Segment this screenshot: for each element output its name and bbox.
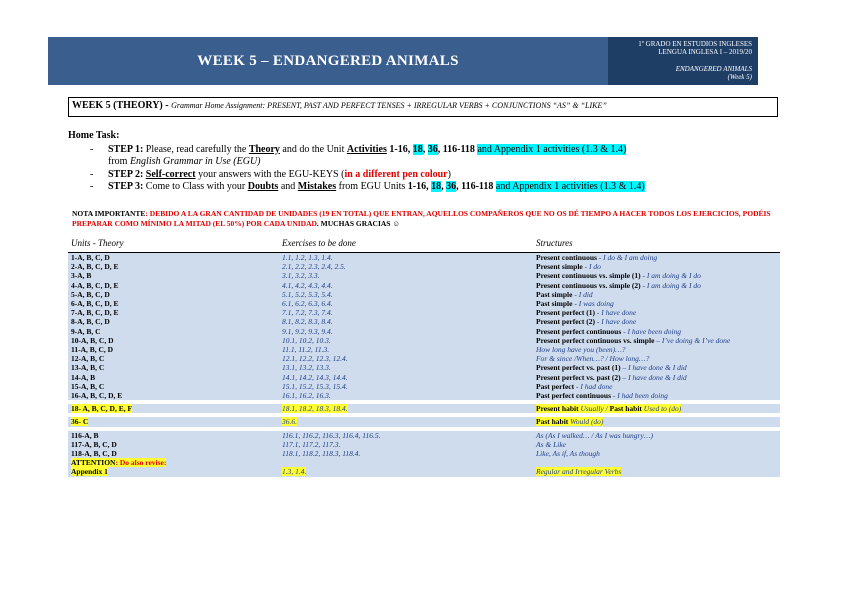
step-3	[90, 181, 788, 194]
structure-name: Present continuous vs. simple (2)	[536, 280, 641, 290]
units-list	[68, 253, 279, 401]
structure-name: Past habit	[609, 404, 642, 414]
step-3-label: STEP 3:	[108, 181, 144, 192]
structure-example: - I have done	[595, 308, 637, 318]
attention-line	[71, 458, 276, 467]
unit-item: 18- A, B, C, D, E, F	[71, 404, 133, 414]
unit-item: 1-A, B, C, D	[71, 253, 110, 262]
structure-example: For & since /When…? / How long…?	[536, 354, 650, 364]
note-red-text: : DEBIDO A LA GRAN CANTIDAD DE UNIDADES (19 EN TOTAL) QUE ENTRAN, AQUELLOS COMPAÑEROS QUE NO OS DÉ TIEMPO A HACER TODOS LOS EJERCICIOS, PODÉIS PREPARAR COMO MÍNIMO LA MITAD (EL 50%) POR CADA UNIDAD	[72, 209, 771, 228]
step-1-unit-36: 36	[427, 143, 438, 155]
step-3-units: , 116-118	[456, 181, 496, 192]
course-line-2: LENGUA INGLESA I – 2019/20	[658, 48, 752, 57]
unit-item: 116-A, B	[71, 430, 99, 440]
structure-example: - I do	[582, 262, 601, 272]
unit-item: 8-A, B, C, D	[71, 317, 110, 327]
structure-item	[536, 404, 681, 413]
unit-item: 118-A, B, C, D	[71, 449, 117, 459]
structure-example: - I was doing	[572, 299, 614, 309]
structure-item: As & Like	[536, 439, 566, 449]
structure-name: Present continuous	[536, 253, 597, 262]
step-2	[90, 169, 788, 182]
table-row-units-116-118	[68, 431, 780, 459]
structure-item	[536, 327, 777, 336]
theory-label: WEEK 5 (THEORY) -	[72, 100, 172, 111]
exercise-item: 3.1, 3.2, 3.3.	[282, 271, 320, 281]
step-3-text: from EGU Units	[336, 181, 408, 192]
exercises-116-list	[279, 431, 533, 459]
exercise-item: 13.1, 13.2, 13.3.	[282, 363, 331, 373]
step-1-theory: Theory	[248, 143, 280, 155]
exercise-item: 6.1, 6.2, 6.3, 6.4.	[282, 299, 333, 309]
step-1-label: STEP 1:	[108, 143, 144, 155]
unit-18-structures	[533, 404, 780, 413]
unit-item: 10-A, B, C, D	[71, 335, 114, 345]
appendix-structures	[533, 458, 780, 476]
unit-36-structures	[533, 417, 780, 426]
table-row-unit-18	[68, 404, 780, 413]
structure-name: Present perfect continuous vs. simple	[536, 335, 655, 345]
structure-example: – I have done & I did	[620, 372, 687, 382]
unit-36-cell	[68, 417, 279, 426]
structures-116-list	[533, 431, 780, 459]
exercise-item: 4.1, 4.2, 4.3, 4.4.	[282, 280, 333, 290]
note-thanks: . MUCHAS GRACIAS ☺	[316, 219, 401, 228]
step-1-text: and do the Unit	[279, 143, 347, 155]
exercise-item: 12.1, 12.2, 12.3, 12.4.	[282, 354, 348, 364]
step-list	[90, 144, 788, 194]
step-3-text: and	[278, 181, 298, 192]
exercise-item: 2.1, 2.2, 2.3, 2.4, 2.5.	[282, 262, 346, 272]
structure-name: Present perfect (2)	[536, 317, 595, 327]
exercise-item: 14.1, 14.2, 14.3, 14.4.	[282, 372, 348, 382]
course-line-4: (Week 5)	[727, 73, 752, 82]
step-1-text: Please, read carefully the	[143, 143, 249, 155]
structure-item	[536, 336, 777, 345]
structure-example: How long have you (been)…?	[536, 345, 626, 355]
unit-item: 5-A, B, C, D	[71, 289, 110, 299]
exercise-item: 118.1, 118.2, 118.3, 118.4.	[282, 449, 361, 459]
important-note	[72, 209, 772, 229]
unit-item: 117-A, B, C, D	[71, 439, 117, 449]
exercise-item: 116.1, 116.2, 116.3, 116.4, 116.5.	[282, 430, 381, 440]
structure-item	[536, 417, 603, 426]
structure-item	[536, 290, 777, 299]
spacer	[282, 458, 530, 467]
unit-item: 7-A, B, C, D, E	[71, 308, 119, 318]
structure-example: - I am doing & I do	[640, 271, 701, 281]
table-row-unit-36	[68, 417, 780, 426]
structure-example: Usually /	[578, 404, 610, 414]
step-2-text: )	[447, 168, 451, 180]
structure-item: Like, As if, As though	[536, 449, 600, 459]
exercise-item: 16.1, 16.2, 16.3.	[282, 391, 331, 401]
step-1-units: , 116-118	[437, 143, 478, 155]
exercise-item: 10.1, 10.2, 10.3.	[282, 335, 331, 345]
step-2-pen-colour: in a different pen colour	[344, 168, 448, 180]
unit-item: 9-A, B, C	[71, 326, 101, 336]
structure-example: – I’ve doing & I’ve done	[654, 335, 731, 345]
step-3-sep: ,	[441, 181, 447, 192]
step-3-appendix: and Appendix 1 activities (1.3 & 1.4)	[495, 181, 645, 192]
exercise-item: 7.1, 7.2, 7.3, 7.4.	[282, 308, 333, 318]
unit-item: 3-A, B	[71, 271, 92, 281]
exercises-list	[279, 253, 533, 401]
exercise-item: 8.1, 8.2, 8.3, 8.4.	[282, 317, 333, 327]
structure-item: As (As I walked… / As I was hungry…)	[536, 430, 653, 440]
step-3-unit-18: 18	[431, 181, 442, 192]
attention-label: ATTENTION	[71, 458, 116, 468]
table-row-units-1-16	[68, 253, 780, 401]
exercise-item: 117.1, 117.2, 117.3.	[282, 439, 341, 449]
structure-item	[536, 345, 777, 354]
structure-example: – I have done & I did	[620, 363, 687, 373]
step-2-label: STEP 2:	[108, 168, 144, 180]
step-3-doubts: Doubts	[247, 181, 279, 192]
col-structures-header: Structures	[533, 239, 780, 253]
structure-item: Regular and Irregular Verbs	[536, 467, 622, 477]
col-exercises-header: Exercises to be done	[279, 239, 533, 253]
step-1-units: 1-16,	[386, 143, 413, 155]
step-1	[90, 144, 788, 169]
note-label: NOTA IMPORTANTE	[72, 209, 146, 218]
step-2-text: your answers with the EGU-KEYS (	[195, 168, 345, 180]
col-units-header: Units - Theory	[68, 239, 279, 253]
structure-example: - I have been doing	[621, 326, 682, 336]
structure-item	[536, 354, 777, 363]
structure-name: Present perfect (1)	[536, 308, 595, 318]
table-header-row	[68, 239, 780, 253]
exercise-item: 1.1, 1.2, 1.3, 1.4.	[282, 253, 333, 262]
structures-list	[533, 253, 780, 401]
home-task	[68, 130, 788, 194]
appendix-exercises	[279, 458, 533, 476]
attention-text: : Do also revise:	[115, 458, 167, 468]
structure-item	[536, 391, 777, 400]
appendix-cell	[68, 458, 279, 476]
step-3-units: 1-16,	[407, 181, 432, 192]
structure-name: Present continuous vs. simple (1)	[536, 271, 641, 281]
structure-example: - I had been doing	[611, 391, 668, 401]
home-task-title: Home Task:	[68, 130, 120, 141]
step-1-unit-18: 18	[412, 143, 423, 155]
structure-item	[536, 317, 777, 326]
attention-highlight	[71, 458, 166, 467]
step-1-activities: Activities	[346, 143, 387, 155]
unit-18-exercises	[279, 404, 533, 413]
unit-item: 36- C	[71, 417, 89, 427]
exercise-item: 1.3, 1.4.	[282, 467, 307, 477]
structure-example: Would (do)	[568, 417, 604, 427]
structure-item	[536, 253, 777, 262]
structure-item	[536, 299, 777, 308]
structure-item	[536, 262, 777, 271]
structure-example: - I did	[572, 289, 593, 299]
page-header	[48, 37, 758, 85]
structure-item	[536, 373, 777, 382]
structure-item	[536, 271, 777, 280]
units-table	[68, 239, 780, 477]
step-3-unit-36: 36	[446, 181, 457, 192]
course-line-3: ENDANGERED ANIMALS	[675, 65, 752, 74]
unit-item: 12-A, B, C	[71, 354, 105, 364]
step-1-sep: ,	[422, 143, 428, 155]
table-row-appendix	[68, 458, 780, 476]
structure-example: - I had done	[574, 381, 613, 391]
exercise-item: 5.1, 5.2, 5.3, 5.4.	[282, 289, 333, 299]
structure-name: Past habit	[536, 417, 569, 427]
structure-name: Past simple	[536, 289, 573, 299]
unit-item: 6-A, B, C, D, E	[71, 299, 119, 309]
structure-item	[536, 308, 777, 317]
step-2-self-correct: Self-correct	[145, 168, 196, 180]
unit-18-cell	[68, 404, 279, 413]
structure-name: Past perfect	[536, 381, 575, 391]
structure-name: Present perfect continuous	[536, 326, 622, 336]
unit-item: 4-A, B, C, D, E	[71, 280, 119, 290]
unit-item: 15-A, B, C	[71, 381, 105, 391]
unit-item: 16-A, B, C, D, E	[71, 391, 123, 401]
exercise-item: 9.1, 9.2, 9.3, 9.4.	[282, 326, 333, 336]
unit-item: 11-A, B, C, D	[71, 345, 114, 355]
structure-item	[536, 281, 777, 290]
structure-name: Past simple	[536, 299, 573, 309]
structure-example: - I am doing & I do	[640, 280, 701, 290]
theory-box	[68, 97, 778, 117]
step-3-mistakes: Mistakes	[297, 181, 337, 192]
step-1-appendix: and Appendix 1 activities (1.3 & 1.4)	[477, 143, 627, 155]
exercise-item: 11.1, 11.2, 11.3.	[282, 345, 330, 355]
structure-name: Present simple	[536, 262, 583, 272]
structure-name: Present perfect vs. past (1)	[536, 363, 621, 373]
structure-name: Present habit	[536, 404, 579, 414]
structure-example: - I do & I am doing	[596, 253, 658, 262]
unit-item: 13-A, B, C	[71, 363, 105, 373]
unit-item: 14-A, B	[71, 372, 96, 382]
header-course-info	[608, 37, 758, 85]
step-1-book: English Grammar in Use (EGU)	[129, 156, 261, 167]
unit-item: 2-A, B, C, D, E	[71, 262, 119, 272]
appendix-line	[71, 467, 276, 476]
structure-name: Present perfect vs. past (2)	[536, 372, 621, 382]
spacer	[536, 458, 777, 467]
exercise-item: 18.1, 18.2, 18.3, 18.4.	[282, 404, 348, 414]
exercise-item: 36.6.	[282, 417, 297, 427]
structure-name: Past perfect continuous	[536, 391, 611, 401]
course-line-1: 1º GRADO EN ESTUDIOS INGLESES	[638, 40, 752, 48]
structure-example: - I have done	[595, 317, 637, 327]
units-116-list	[68, 431, 279, 459]
structure-item	[536, 382, 777, 391]
unit-item: Appendix 1	[71, 467, 108, 477]
structure-example: Used to (do)	[641, 404, 682, 414]
step-3-text: Come to Class with your	[143, 181, 248, 192]
header-title: WEEK 5 – ENDANGERED ANIMALS	[48, 37, 608, 85]
theory-text: Grammar Home Assignment: PRESENT, PAST AND PERFECT TENSES + IRREGULAR VERBS + CONJUNCTIONS “AS” & “LIKE”	[171, 101, 607, 110]
step-1-text: from	[108, 156, 130, 167]
exercise-item: 15.1, 15.2, 15.3, 15.4.	[282, 381, 348, 391]
unit-36-exercises	[279, 417, 533, 426]
structure-item	[536, 363, 777, 372]
